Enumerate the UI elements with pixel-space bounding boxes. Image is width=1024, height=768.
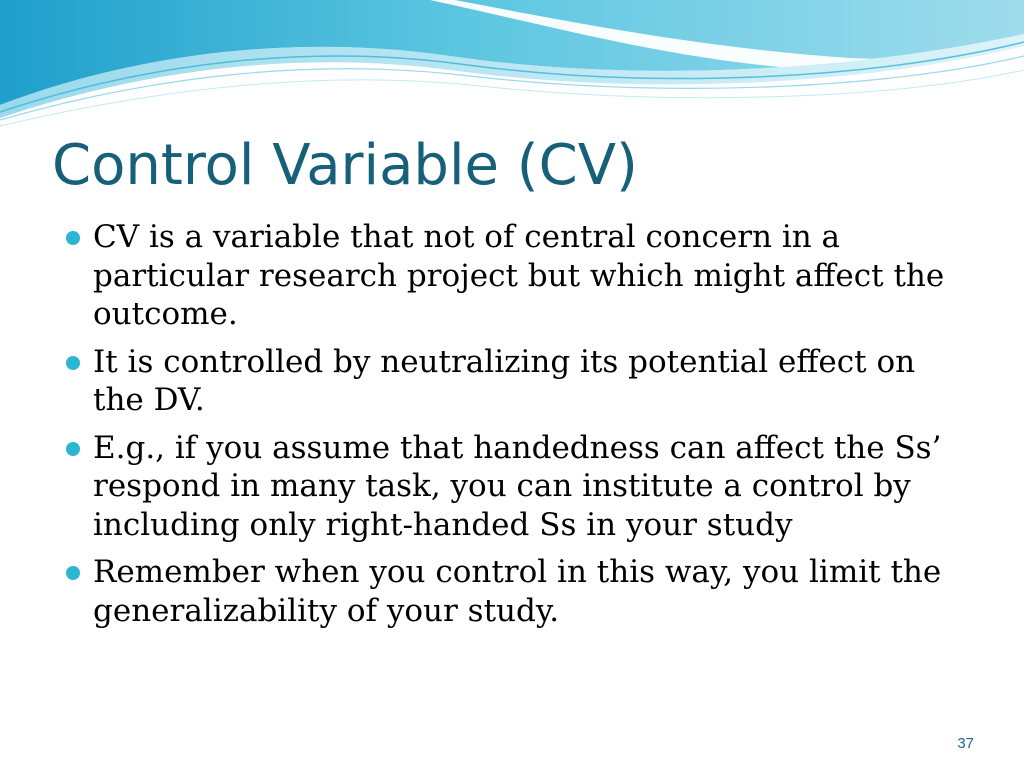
bullet-item (66, 218, 966, 334)
bullet-item (66, 429, 966, 545)
bullet-icon (66, 231, 80, 245)
slide-title: Control Variable (CV) (52, 133, 638, 198)
bullet-item (66, 553, 966, 630)
bullet-text: E.g., if you assume that handedness can affect the Ss’ respond in many task, you can institute a control by including only right-handed Ss in your study (93, 429, 942, 543)
bullet-text: Remember when you control in this way, you limit the generalizability of your study. (93, 554, 942, 629)
wave-line-3 (0, 70, 1024, 126)
bullet-icon (66, 442, 80, 456)
bullet-item (66, 343, 966, 420)
wave-header-decoration (0, 0, 1024, 130)
bullet-text: It is controlled by neutralizing its potential effect on the DV. (93, 343, 916, 418)
slide-number: 37 (957, 735, 974, 752)
bullet-text: CV is a variable that not of central concern in a particular research project but which might affect the outcome. (93, 219, 945, 332)
bullet-icon (66, 356, 80, 370)
bullet-list (66, 218, 966, 639)
bullet-icon (66, 566, 80, 580)
